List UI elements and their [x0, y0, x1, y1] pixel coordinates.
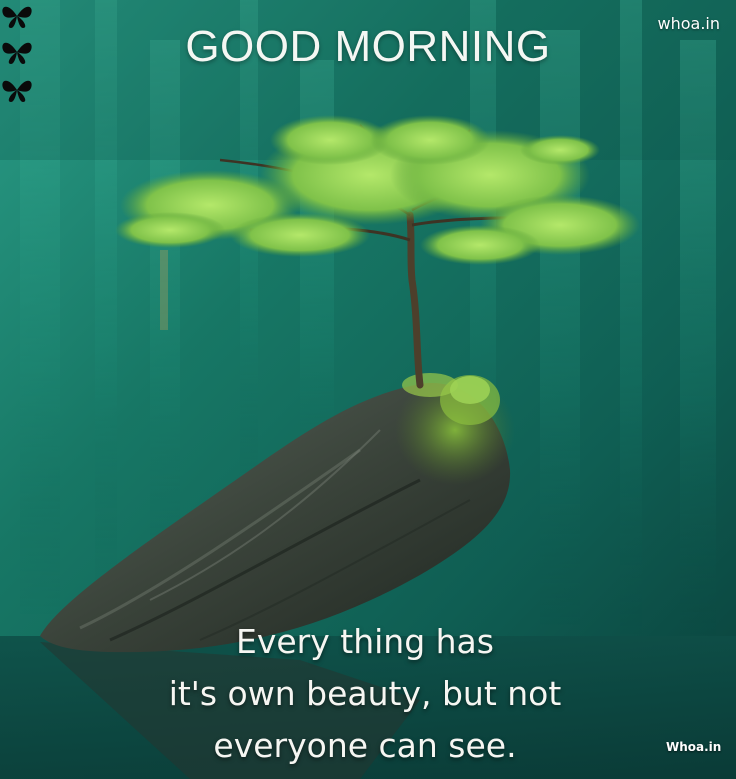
- butterfly-icon: [0, 0, 34, 110]
- quote-line-2: it's own beauty, but not: [168, 674, 562, 713]
- watermark-top: whoa.in: [657, 14, 720, 33]
- quote-line-1: Every thing has: [236, 622, 494, 661]
- quote-line-3: everyone can see.: [213, 726, 517, 765]
- watermark-bottom: Whoa.in: [666, 740, 722, 754]
- greeting-heading: GOOD MORNING: [185, 22, 551, 71]
- quote-text: [150, 616, 580, 772]
